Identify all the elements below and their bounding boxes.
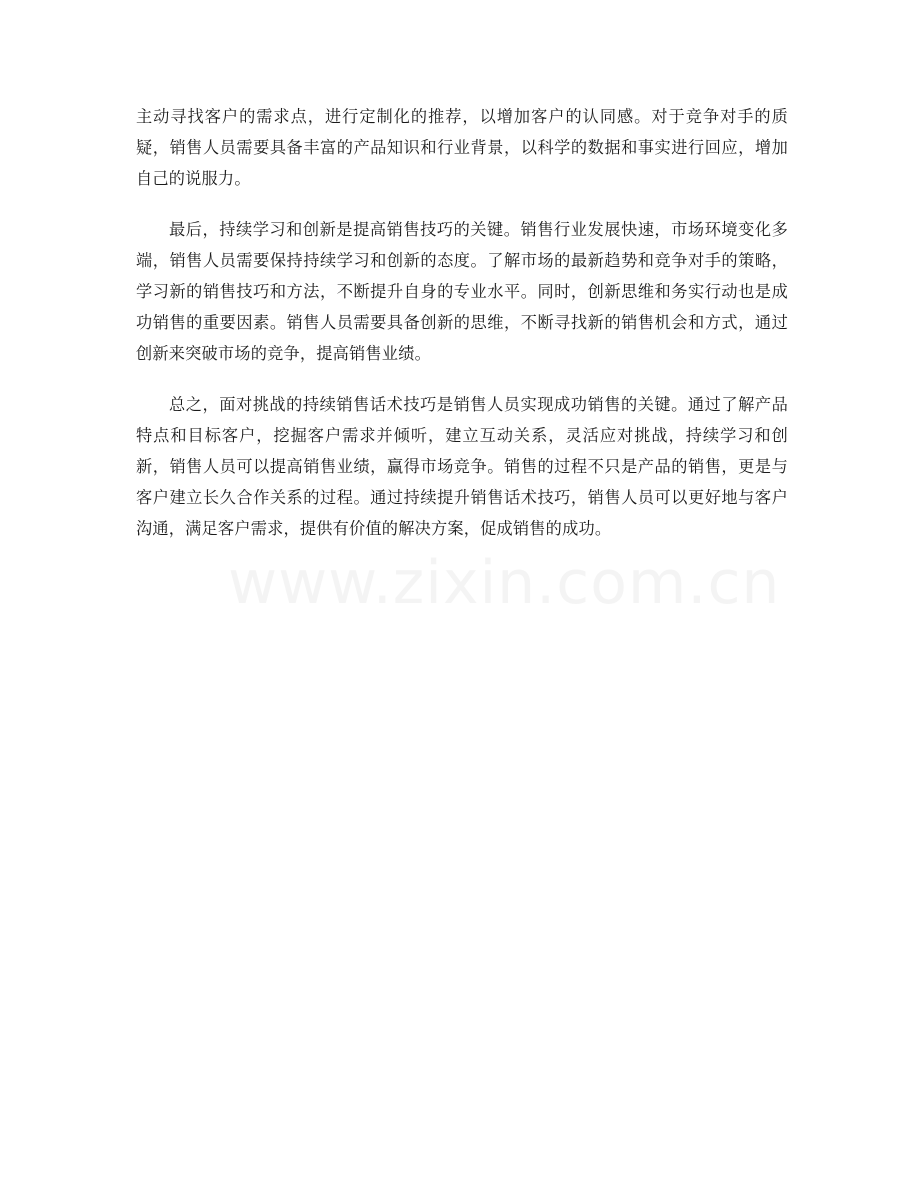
paragraph-conclusion: 总之，面对挑战的持续销售话术技巧是销售人员实现成功销售的关键。通过了解产品特点和目标客户，挖掘客户需求并倾听，建立互动关系，灵活应对挑战，持续学习和创新，销售人员可以提高销售业绩，赢得市场竞争。销售的过程不只是产品的销售，更是与客户建立长久合作关系的过程。通过持续提升销售话术技巧，销售人员可以更好地与客户沟通，满足客户需求，提供有价值的解决方案，促成销售的成功。 (136, 394, 788, 539)
paragraph-continuous-learning: 最后，持续学习和创新是提高销售技巧的关键。销售行业发展快速，市场环境变化多端，销售人员需要保持持续学习和创新的态度。了解市场的最新趋势和竞争对手的策略，学习新的销售技巧和方法，不断提升自身的专业水平。同时，创新思维和务实行动也是成功销售的重要因素。销售人员需要具备创新的思维，不断寻找新的销售机会和方式，通过创新来突破市场的竞争，提高销售业绩。 (136, 219, 788, 364)
watermark-text: www.zixin.com.cn (228, 548, 781, 618)
paragraph-continuation: 主动寻找客户的需求点，进行定制化的推荐，以增加客户的认同感。对于竞争对手的质疑，销售人员需要具备丰富的产品知识和行业背景，以科学的数据和事实进行回应，增加自己的说服力。 (136, 107, 788, 189)
document-body (136, 101, 788, 564)
